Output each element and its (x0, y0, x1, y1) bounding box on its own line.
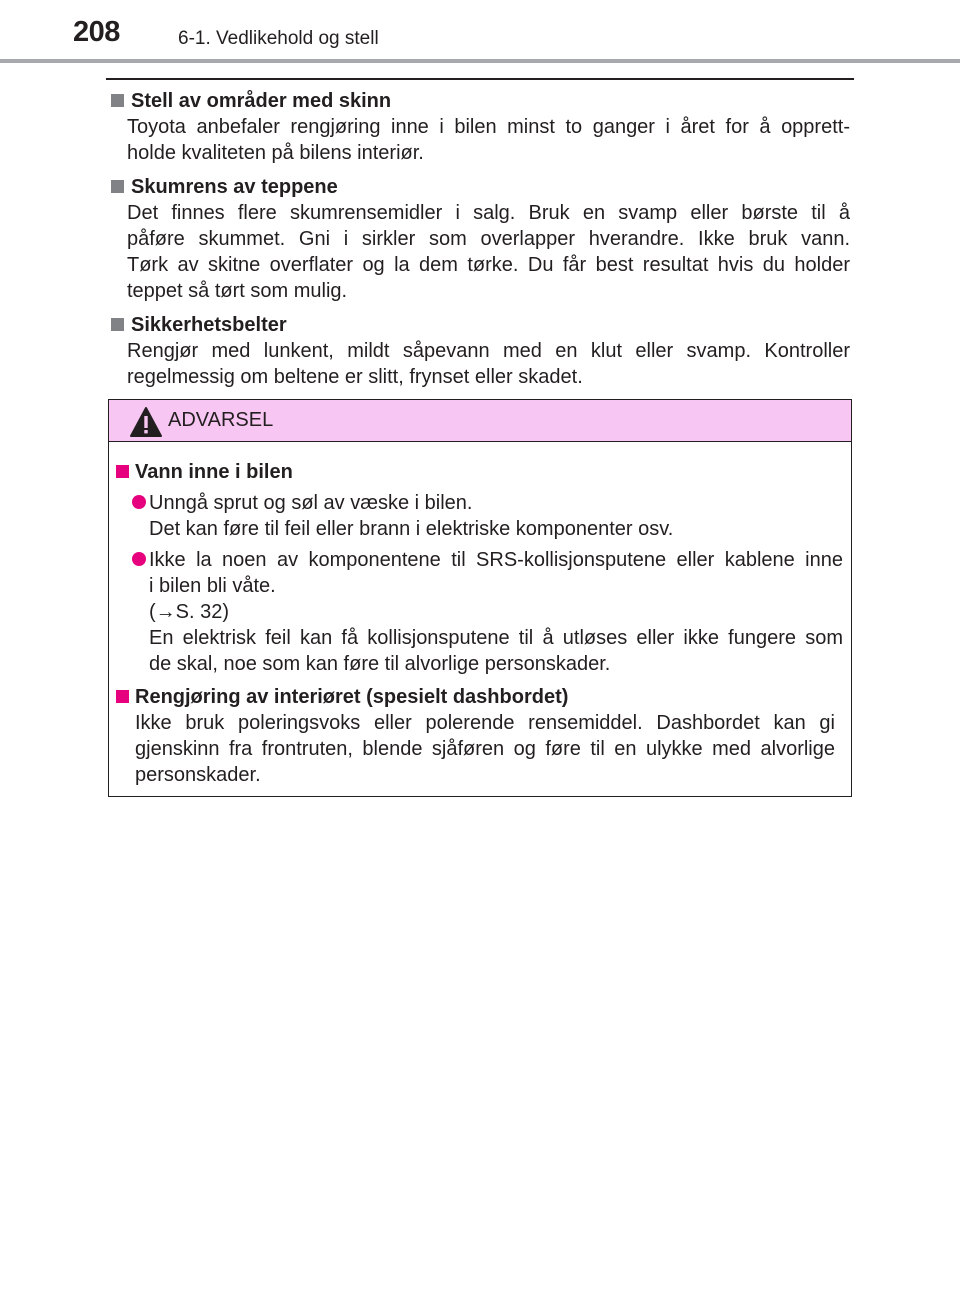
chapter-title: 6-1. Vedlikehold og stell (178, 28, 379, 49)
section-heading: Skumrens av teppene (131, 176, 338, 198)
text-line: Toyota anbefaler rengjøring inne i bilen minst to ganger i året for å opprett- (127, 116, 850, 138)
text-line: personskader. (135, 764, 261, 786)
text-line: teppet så tørt som mulig. (127, 280, 348, 302)
section-leather (108, 88, 850, 166)
warning-heading: Rengjøring av interiøret (spesielt dashbordet) (135, 686, 569, 708)
text-line: En elektrisk feil kan få kollisjonsputene til å utløses eller ikke fungere som (149, 627, 843, 649)
text-line: Ikke la noen av komponentene til SRS-kollisjonsputene eller kablene inne (149, 549, 843, 571)
warning-heading: Vann inne i bilen (135, 461, 293, 483)
round-bullet-icon (132, 495, 146, 509)
square-bullet-icon (111, 180, 124, 193)
square-bullet-icon (111, 94, 124, 107)
text-line: Ikke bruk poleringsvoks eller polerende rensemiddel. Dashbordet kan gi (135, 712, 835, 734)
bullet-item (132, 490, 843, 542)
text-line: påføre skummet. Gni i sirkler som overlapper hverandre. Ikke bruk vann. (127, 228, 850, 250)
warning-block-water (115, 459, 843, 677)
warning-title: ADVARSEL (168, 409, 274, 431)
warning-header (109, 400, 851, 442)
section-heading: Stell av områder med skinn (131, 90, 392, 112)
text-line: Det kan føre til feil eller brann i elektriske komponenter osv. (149, 518, 674, 540)
warning-triangle-icon (129, 406, 163, 438)
page-number: 208 (73, 16, 120, 48)
header-rule (0, 59, 960, 63)
square-bullet-icon (116, 690, 129, 703)
section-heading: Sikkerhetsbelter (131, 314, 287, 336)
text-line: Tørk av skitne overflater og la dem tørke. Du får best resultat hvis du holder (127, 254, 850, 276)
square-bullet-icon (116, 465, 129, 478)
text-line: Det finnes flere skumrensemidler i salg. Bruk en svamp eller børste til å (127, 202, 850, 224)
text-line: holde kvaliteten på bilens interiør. (127, 142, 424, 164)
section-seatbelts (108, 312, 850, 390)
section-carpet (108, 174, 850, 304)
text-line: Rengjør med lunkent, mildt såpevann med en klut eller svamp. Kontroller (127, 340, 850, 362)
square-bullet-icon (111, 318, 124, 331)
round-bullet-icon (132, 552, 146, 566)
main-content (108, 88, 850, 398)
text-line: Unngå sprut og søl av væske i bilen. (149, 492, 473, 514)
bullet-item (132, 547, 843, 677)
page-reference-link[interactable]: (→S. 32) (149, 601, 230, 623)
text-line: regelmessig om beltene er slitt, frynset eller skadet. (127, 366, 583, 388)
section-rule (106, 78, 854, 80)
text-line: de skal, noe som kan føre til alvorlige personskader. (149, 653, 611, 675)
text-line: gjenskinn fra frontruten, blende sjåføren og føre til en ulykke med alvorlige (135, 738, 835, 760)
warning-box (108, 399, 852, 797)
warning-block-dashboard (115, 684, 843, 788)
warning-body (109, 442, 851, 788)
text-line: i bilen bli våte. (149, 575, 276, 597)
